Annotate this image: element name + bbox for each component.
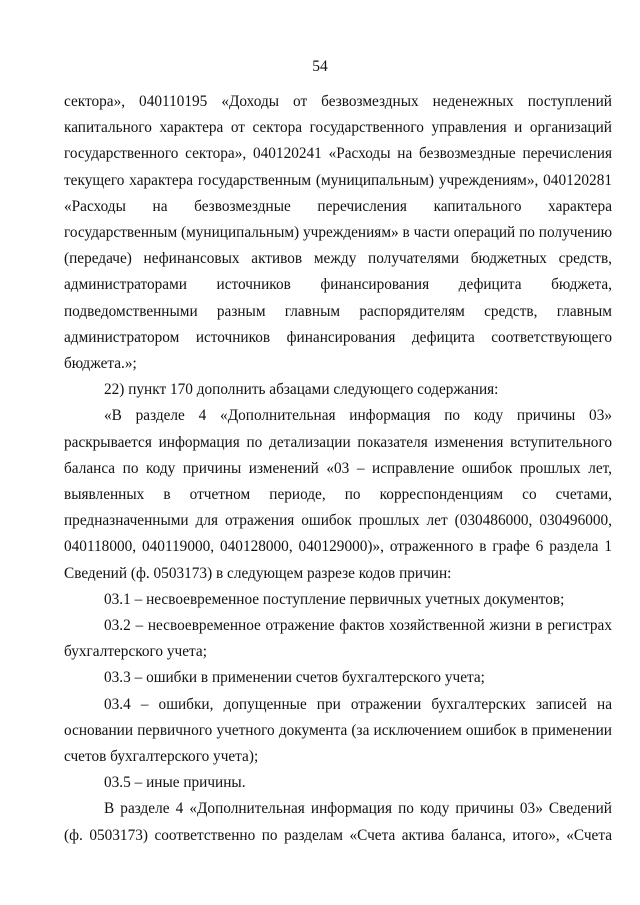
paragraph: 03.5 – иные причины. (104, 774, 246, 792)
paragraph: 22) пункт 170 дополнить абзацами следующего содержания: (104, 381, 499, 399)
paragraph: 03.4 – ошибки, допущенные при отражении бухгалтерских записей на основании первичного учетного документа (за исключением ошибок в применении счетов бухгалтерского учета); (64, 695, 612, 766)
paragraph: «В разделе 4 «Дополнительная информация по коду причины 03» раскрывается информация по детализации показателя изменения вступительного баланса по коду причины изменений «03 – исправление ошибок прошлых лет, выявленных в отчетном периоде, по корреспонденциям со счетами, предназначенными для отражения ошибок прошлых лет (030486000, 030496000, 040118000, 040119000, 040128000, 040129000)», отраженного в графе 6 раздела 1 Сведений (ф. 0503173) в следующем разрезе кодов причин: (64, 407, 612, 582)
paragraph: 03.2 – несвоевременное отражение фактов хозяйственной жизни в регистрах бухгалтерского учета; (64, 617, 612, 661)
paragraph: сектора», 040110195 «Доходы от безвозмездных неденежных поступлений капитального характера от сектора государственного управления и организаций государственного сектора», 040120241 «Расходы на безвозмездные перечисления текущего характера государственным (муниципальным) учреждениям», 040120281 «Расходы на безвозмездные перечисления капитального характера государственным (муниципальным) учреждениям» в части операций по получению (передаче) нефинансовых активов между получателями бюджетных средств, администраторами источников финансирования дефицита бюджета, подведомственными разным главным распорядителям средств, главным администратором источников финансирования дефицита соответствующего бюджета.»; (64, 93, 612, 373)
document-body (64, 89, 612, 849)
paragraph: В разделе 4 «Дополнительная информация по коду причины 03» Сведений (ф. 0503173) соответственно по разделам «Счета актива баланса, итого», «Счета (64, 800, 612, 844)
paragraph: 03.1 – несвоевременное поступление первичных учетных документов; (104, 590, 565, 608)
paragraph: 03.3 – ошибки в применении счетов бухгалтерского учета; (104, 669, 485, 687)
page-number: 54 (312, 58, 328, 75)
